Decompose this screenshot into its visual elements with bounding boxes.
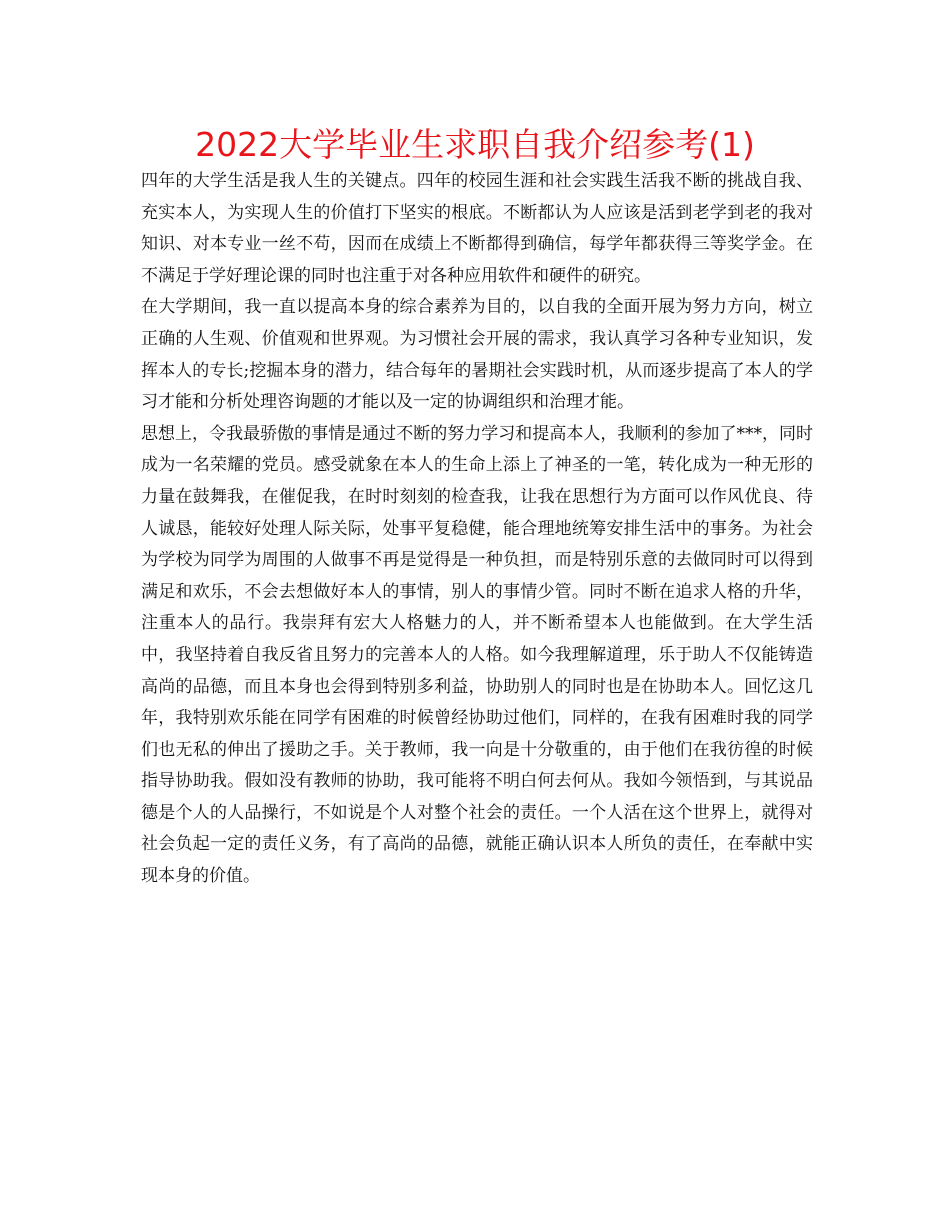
paragraph-1: 四年的大学生活是我人生的关键点。四年的校园生涯和社会实践生活我不断的挑战自我、充实本人，为实现人生的价值打下坚实的根底。不断都认为人应该是活到老学到老的我对知识、对本专业一丝不苟，因而在成绩上不断都得到确信，每学年都获得三等奖学金。在不满足于学好理论课的同时也注重于对各种应用软件和硬件的研究。 <box>141 171 813 286</box>
paragraph-3: 思想上，令我最骄傲的事情是通过不断的努力学习和提高本人，我顺利的参加了***，同时成为一名荣耀的党员。感受就象在本人的生命上添上了神圣的一笔，转化成为一种无形的力量在鼓舞我，在催促我，在时时刻刻的检查我，让我在思想行为方面可以作风优良、待人诚恳，能较好处理人际关际，处事平复稳健，能合理地统筹安排生活中的事务。为社会为学校为同学为周围的人做事不再是觉得是一种负担，而是特别乐意的去做同时可以得到满足和欢乐，不会去想做好本人的事情，别人的事情少管。同时不断在追求人格的升华，注重本人的品行。我崇拜有宏大人格魅力的人，并不断希望本人也能做到。在大学生活中，我坚持着自我反省且努力的完善本人的人格。如今我理解道理，乐于助人不仅能铸造高尚的品德，而且本身也会得到特别多利益，协助别人的同时也是在协助本人。回忆这几年，我特别欢乐能在同学有困难的时候曾经协助过他们，同样的，在我有困难时我的同学们也无私的伸出了援助之手。关于教师，我一向是十分敬重的，由于他们在我彷徨的时候指导协助我。假如没有教师的协助，我可能将不明白何去何从。我如今领悟到，与其说品德是个人的人品操行，不如说是个人对整个社会的责任。一个人活在这个世界上，就得对社会负起一定的责任义务，有了高尚的品德，就能正确认识本人所负的责任，在奉献中实现本身的价值。 <box>141 423 813 887</box>
document-body <box>141 166 813 893</box>
document-title: 2022大学毕业生求职自我介绍参考(1) <box>195 125 755 164</box>
paragraph-2: 在大学期间，我一直以提高本身的综合素养为目的，以自我的全面开展为努力方向，树立正确的人生观、价值观和世界观。为习惯社会开展的需求，我认真学习各种专业知识，发挥本人的专长;挖掘本身的潜力，结合每年的暑期社会实践时机，从而逐步提高了本人的学习才能和分析处理咨询题的才能以及一定的协调组织和治理才能。 <box>141 297 813 413</box>
